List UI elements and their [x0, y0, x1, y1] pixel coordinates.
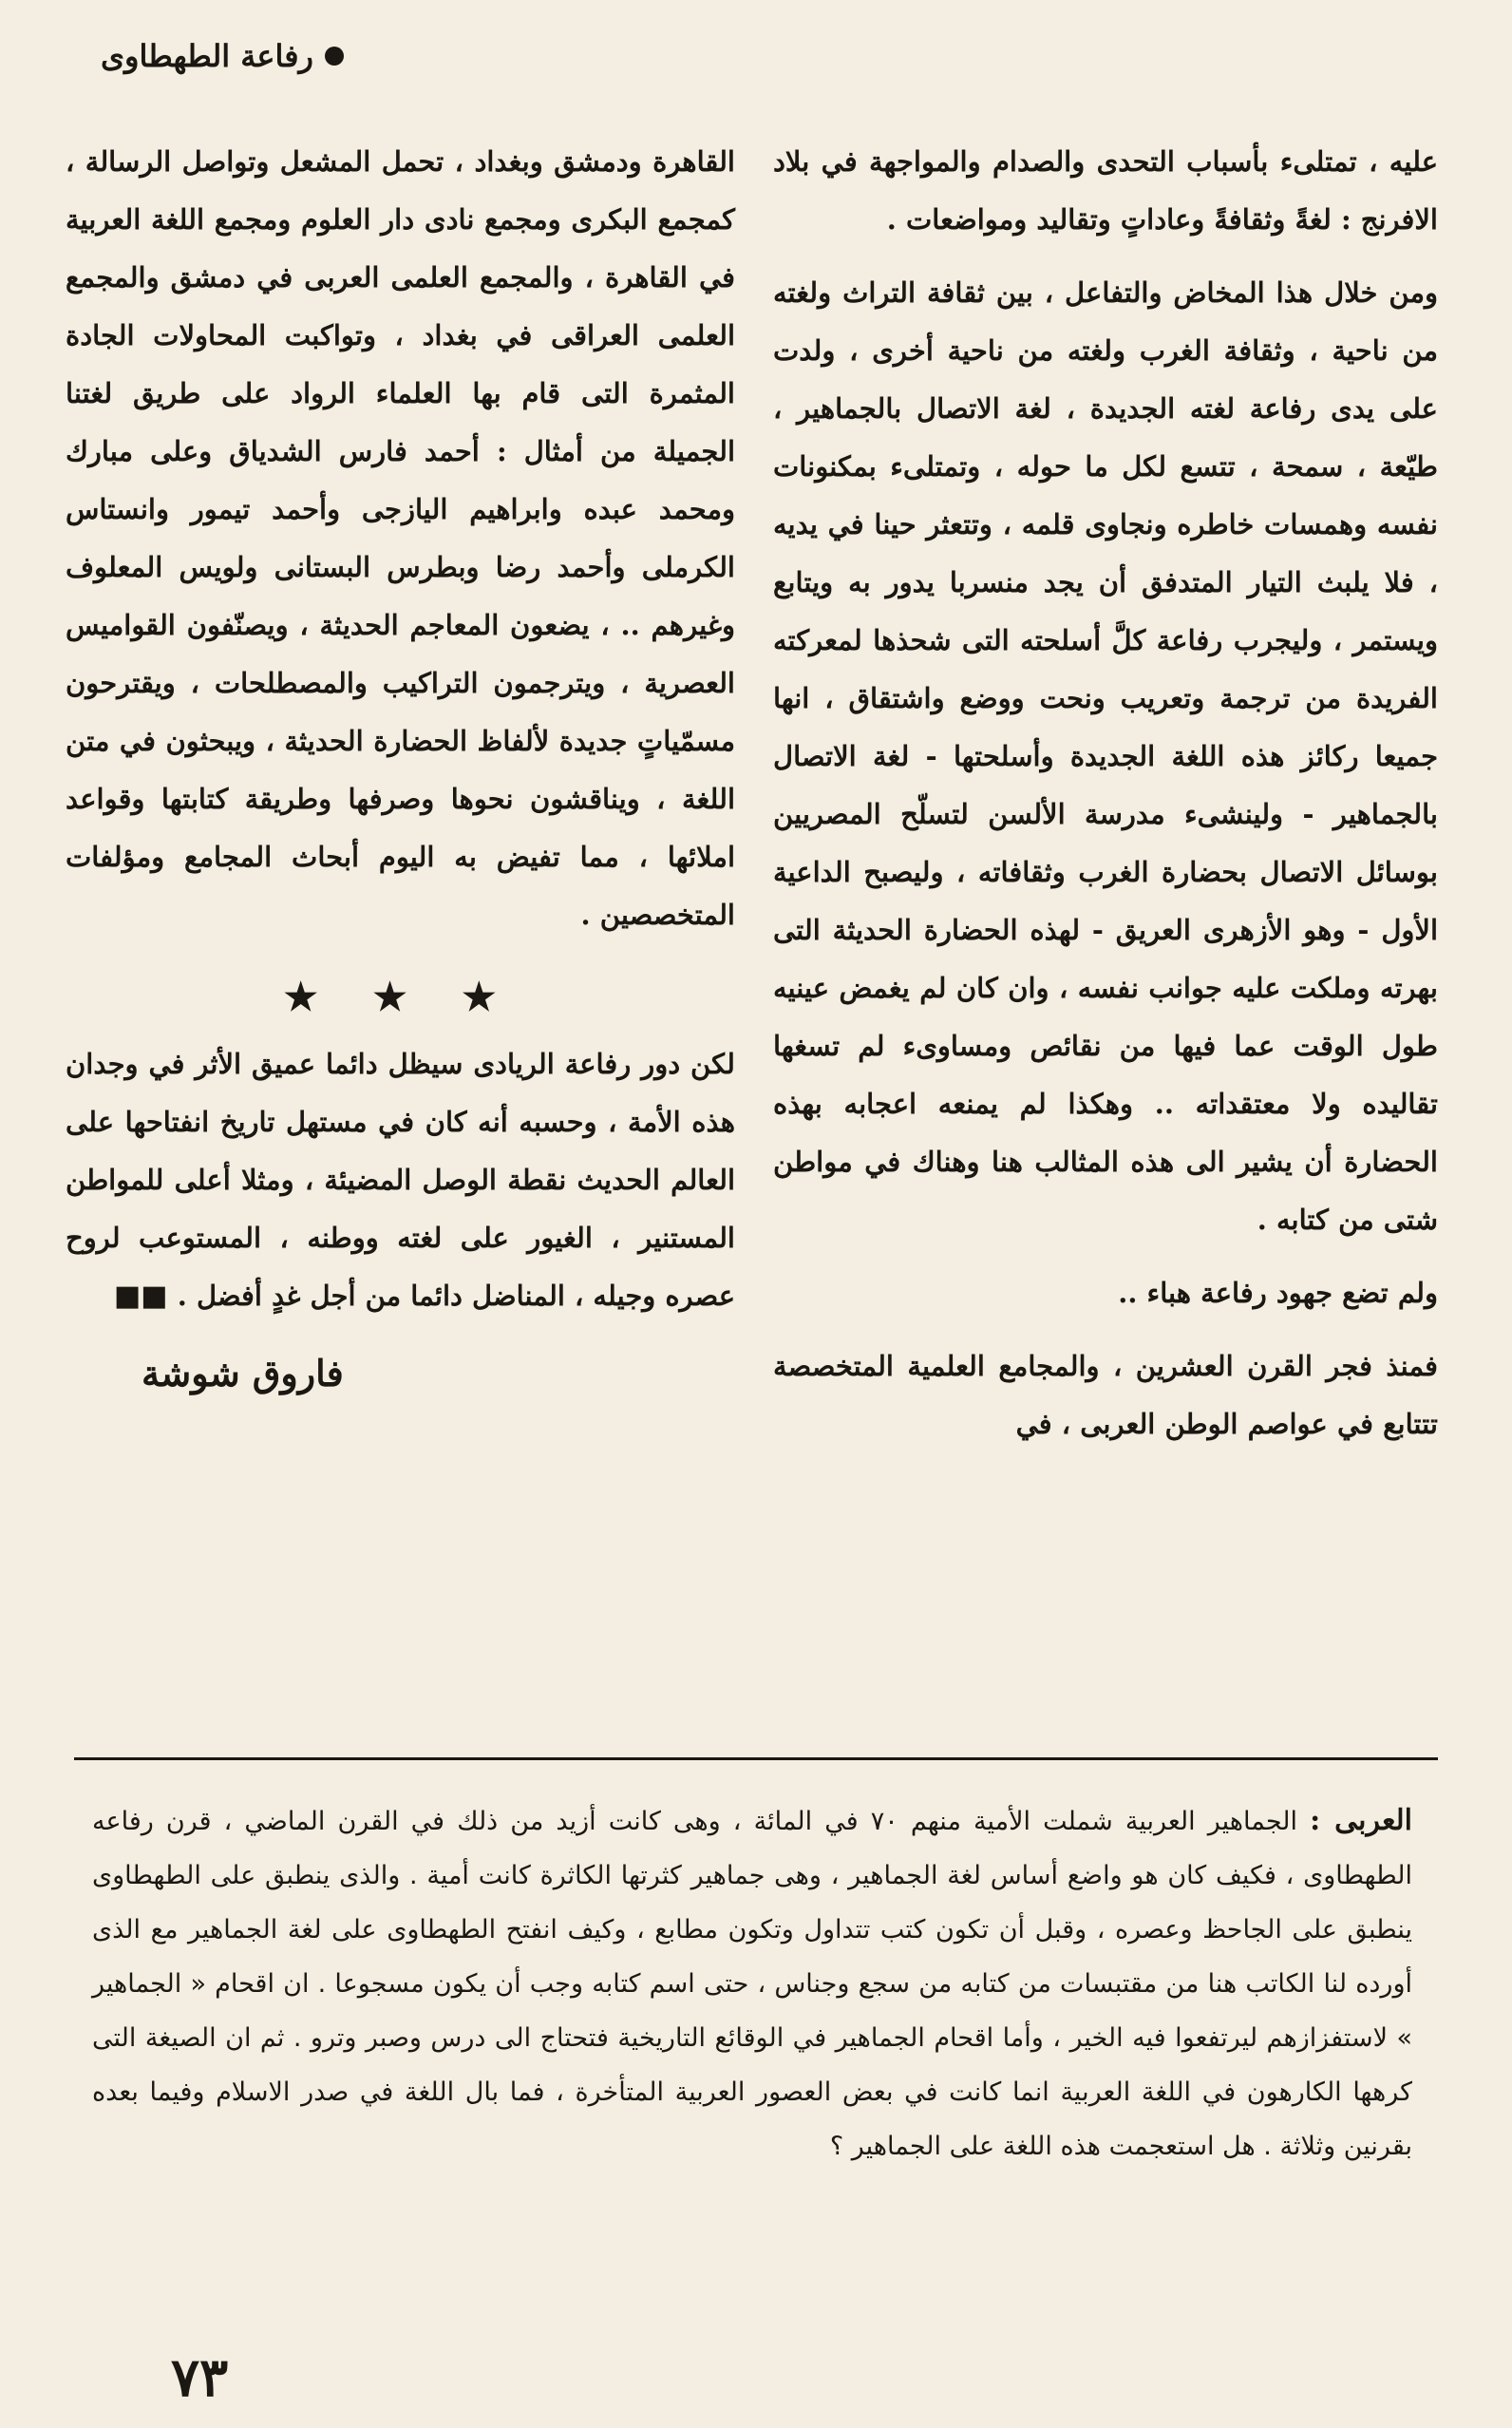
footnote-divider	[74, 1757, 1438, 1760]
right-paragraph-3: ولم تضع جهود رفاعة هباء ..	[1118, 1277, 1438, 1309]
right-paragraph-2: ومن خلال هذا المخاض والتفاعل ، بين ثقافة التراث ولغته من ناحية ، وثقافة الغرب ولغته من ناحية أخرى ، ولدت على يدى رفاعة لغته الجديدة ، لغة الاتصال بالجماهير ، طيّعة ، سمحة ، تتسع لكل ما حوله ، وتمتلىء بمكنونات نفسه وهمسات خاطره ونجاوى قلمه ، وتتعثر حينا في يديه ، فلا يلبث التيار المتدفق أن يجد منسربا يدور به ويتابع ويستمر ، وليجرب رفاعة كلَّ أسلحته التى شحذها لمعركته الفريدة من ترجمة وتعريب ونحت ووضع واشتقاق ، انها جميعا ركائز هذه اللغة الجديدة وأسلحتها - لغة الاتصال بالجماهير - ولينشىء مدرسة الألسن لتسلّح المصريين بوسائل الاتصال بحضارة الغرب وثقافاته ، وليصبح الداعية الأول - وهو الأزهرى العريق - لهذه الحضارة الحديثة التى بهرته وملكت عليه جوانب نفسه ، وان كان لم يغمض عينيه طول الوقت عما فيها من نقائص ومساوىء لم تسغها تقاليده ولا معتقداته .. وهكذا لم يمنعه اعجابه بهذه الحضارة أن يشير الى هذه المثالب هنا وهناك في مواطن شتى من كتابه .	[773, 276, 1438, 1236]
page-number: ٧٣	[171, 2346, 229, 2409]
running-header	[101, 38, 344, 74]
right-column	[773, 133, 1438, 1469]
editor-note	[92, 1793, 1412, 2173]
left-paragraph-2	[66, 1035, 735, 1325]
section-separator-stars: ★ ★ ★	[283, 975, 518, 1019]
closing-paragraph-text: لكن دور رفاعة الريادى سيظل دائما عميق الأثر في وجدان هذه الأمة ، وحسبه أنه كان في مستهل تاريخ انفتاحها على العالم الحديث نقطة الوصل المضيئة ، ومثلا أعلى للمواطن المستنير ، الغيور على لغته ووطنه ، المستوعب لروح عصره وجيله ، المناضل دائما من أجل غدٍ أفضل .	[66, 1048, 735, 1312]
left-paragraph-1: القاهرة ودمشق وبغداد ، تحمل المشعل وتواصل الرسالة ، كمجمع البكرى ومجمع نادى دار العلوم ومجمع اللغة العربية في القاهرة ، والمجمع العلمى العربى في دمشق والمجمع العلمى العراقى في بغداد ، وتواكبت المحاولات الجادة المثمرة التى قام بها العلماء الرواد على طريق لغتنا الجميلة من أمثال : أحمد فارس الشدياق وعلى مبارك ومحمد عبده وابراهيم اليازجى وأحمد تيمور وانستاس الكرملى وأحمد رضا وبطرس البستانى ولويس المعلوف وغيرهم .. ، يضعون المعاجم الحديثة ، ويصنّفون القواميس العصرية ، ويترجمون التراكيب والمصطلحات ، ويقترحون مسمّياتٍ جديدة لألفاظ الحضارة الحديثة ، ويبحثون في متن اللغة ، ويناقشون نحوها وصرفها وطريقة كتابتها وقواعد املائها ، مما تفيض به اليوم أبحاث المجامع ومؤلفات المتخصصين .	[66, 145, 735, 931]
bullet-icon	[325, 47, 344, 66]
editor-note-text: الجماهير العربية شملت الأمية منهم ٧٠ في المائة ، وهى كانت أزيد من ذلك في القرن الماضي ، قرن رفاعه الطهطاوى ، فكيف كان هو واضع أساس لغة الجماهير ، وهى جماهير كثرتها الكاثرة كانت أمية . والذى ينطبق على الطهطاوى ينطبق على الجاحظ وعصره ، وقبل أن تكون كتب تتداول وتكون مطابع ، وكيف انفتح الطهطاوى على لغة الجماهير مع الذى أورده لنا الكاتب هنا من مقتبسات من كتابه من سجع وجناس ، حتى اسم كتابه وجب أن يكون مسجوعا . ان اقحام « الجماهير » لاستفزازهم ليرتفعوا فيه الخير ، وأما اقحام الجماهير في الوقائع التاريخية فتحتاج الى درس وصبر وترو . ثم ان الصيغة التى كرهها الكارهون في اللغة العربية انما كانت في بعض العصور العربية المتأخرة ، فما بال اللغة في صدر الاسلام وفيما بعده بقرنين وثلاثة . هل استعجمت هذه اللغة على الجماهير ؟	[92, 1807, 1412, 2161]
author-name: فاروق شوشة	[142, 1352, 344, 1394]
header-title: رفاعة الطهطاوى	[100, 38, 313, 74]
right-paragraph-4: فمنذ فجر القرن العشرين ، والمجامع العلمية المتخصصة تتتابع في عواصم الوطن العربى ، في	[773, 1350, 1438, 1440]
right-paragraph-1: عليه ، تمتلىء بأسباب التحدى والصدام والمواجهة في بلاد الافرنج : لغةً وثقافةً وعاداتٍ وتقاليد ومواضعات .	[773, 145, 1438, 236]
editor-note-label: العربى :	[1310, 1804, 1413, 1837]
end-mark-icon: ■■	[113, 1280, 168, 1313]
left-column	[66, 133, 735, 1407]
